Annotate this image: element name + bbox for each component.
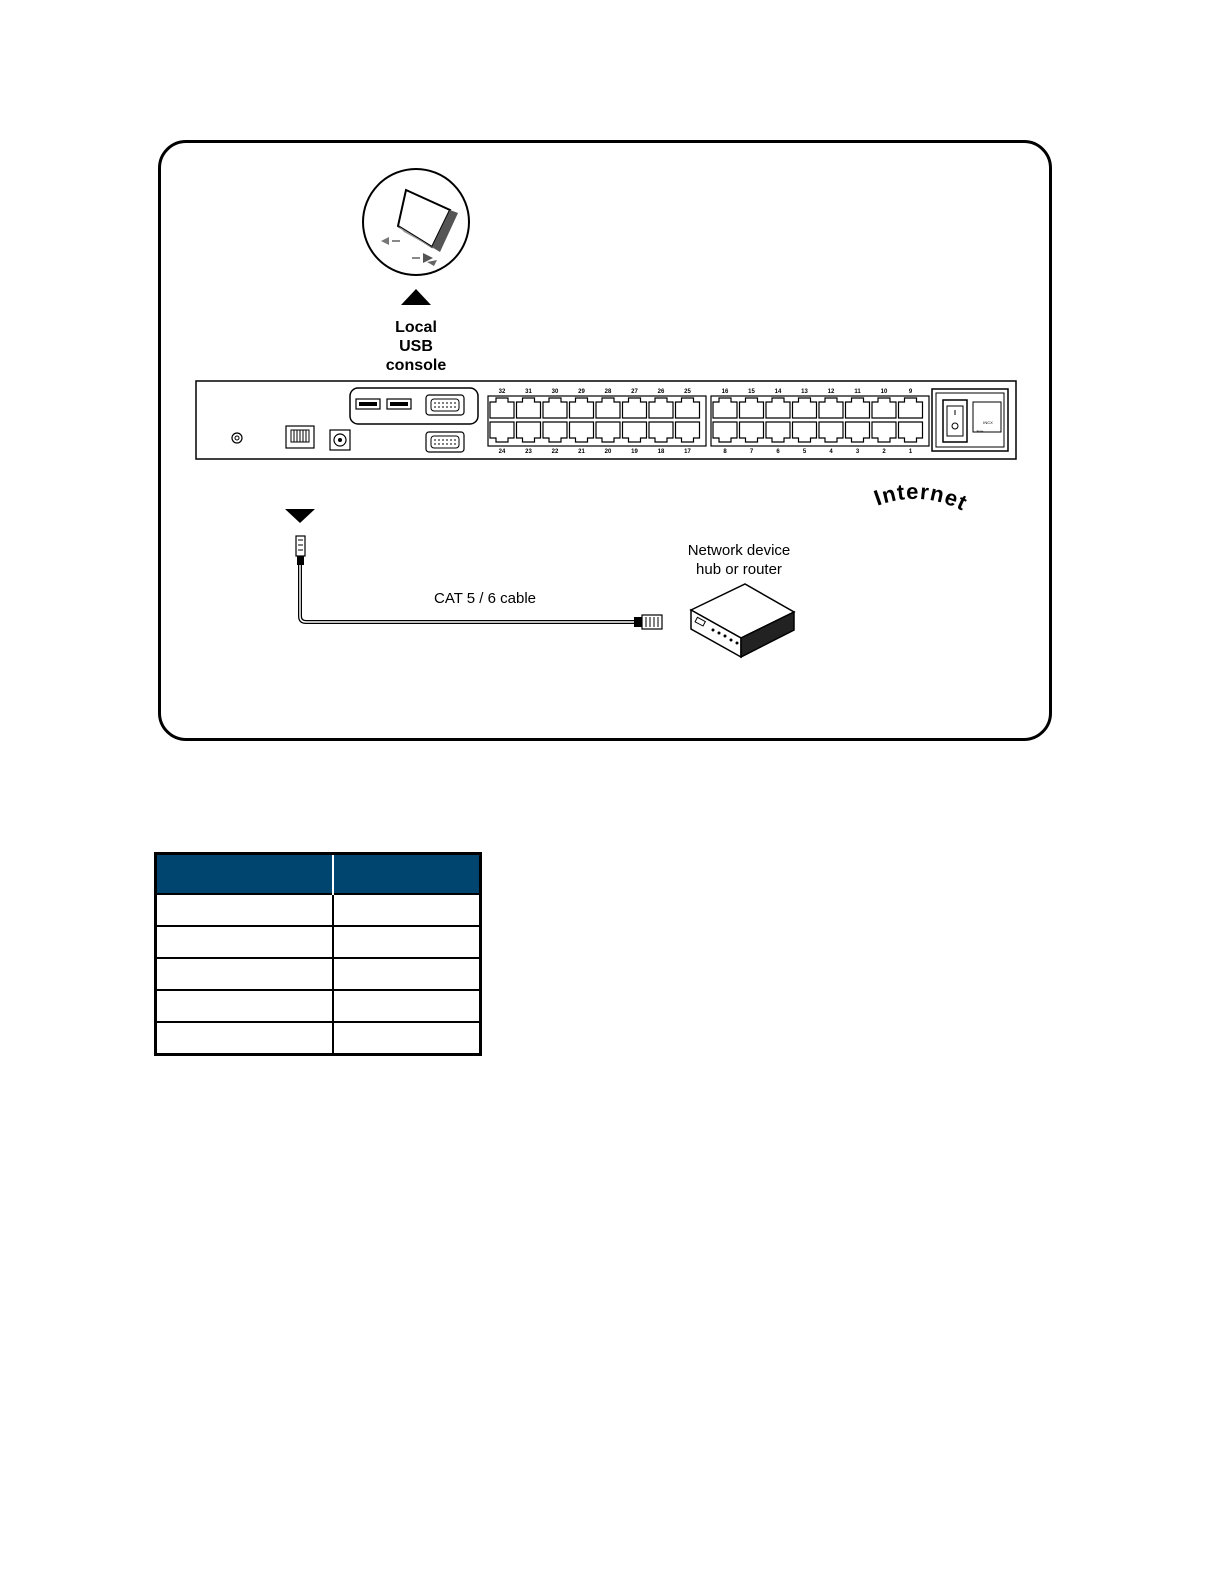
cable-label: CAT 5 / 6 cable (434, 590, 536, 607)
port-number-label: 11 (854, 389, 861, 395)
port-number-label: 30 (551, 389, 559, 395)
table-cell (333, 1022, 481, 1055)
port-number-label: 26 (657, 389, 665, 395)
console-label-line: console (385, 357, 447, 374)
port-number-label: 13 (801, 389, 808, 395)
port-number-label: 3 (855, 449, 860, 455)
port-number-label: 19 (631, 449, 638, 455)
port-number-label: 21 (578, 449, 585, 455)
table-header-row (156, 854, 481, 895)
table-header-cell (156, 854, 334, 895)
data-table (154, 852, 482, 1056)
port-number-label: 4 (829, 449, 833, 455)
table-row (156, 1022, 481, 1055)
port-number-label: 31 (525, 389, 532, 395)
port-number-label: 1 (908, 449, 913, 455)
table-header-cell (333, 854, 481, 895)
port-number-label: 22 (551, 449, 559, 455)
power-label-1: INCX (983, 420, 993, 425)
port-number-label: 25 (684, 389, 691, 395)
port-number-label: 16 (721, 389, 729, 395)
table-row (156, 958, 481, 990)
table-cell (156, 894, 334, 926)
vga-port-icon (426, 395, 464, 415)
table-row (156, 990, 481, 1022)
port-number-label: 18 (657, 449, 665, 455)
port-number-label: 17 (684, 449, 691, 455)
internet-label: Internet (870, 478, 972, 516)
port-number-label: 29 (578, 389, 585, 395)
table-row (156, 894, 481, 926)
port-number-label: 7 (749, 449, 754, 455)
arrow-up-icon (401, 289, 431, 305)
vga-port-icon (426, 432, 464, 452)
port-number-label: 10 (880, 389, 888, 395)
port-number-label: 14 (774, 389, 782, 395)
port-number-label: 2 (882, 449, 886, 455)
lan-port-icon (286, 426, 314, 448)
port-number-label: 12 (827, 389, 835, 395)
port-number-label: 5 (802, 449, 807, 455)
arrow-down-icon (285, 509, 315, 523)
table-cell (156, 1022, 334, 1055)
table-cell (333, 894, 481, 926)
console-ports-group (350, 388, 478, 424)
port-number-label: 8 (723, 449, 727, 455)
port-number-label: 27 (631, 389, 638, 395)
rj45-plug-icon (634, 615, 662, 629)
port-number-label: 9 (908, 389, 913, 395)
table-cell (156, 990, 334, 1022)
port-number-label: 15 (748, 389, 755, 395)
network-hub-icon (691, 584, 794, 657)
table-row (156, 926, 481, 958)
port-number-label: 28 (604, 389, 612, 395)
rj45-plug-icon (296, 536, 305, 565)
network-device-label (656, 541, 822, 579)
table-cell (333, 958, 481, 990)
dc-power-jack-icon (330, 430, 350, 450)
device-label-line: hub or router (696, 561, 782, 578)
port-number-label: 23 (525, 449, 532, 455)
port-number-label: 24 (498, 449, 506, 455)
power-label-2: Fuse (976, 429, 984, 433)
ac-inlet-icon (973, 402, 1001, 432)
table-cell (333, 990, 481, 1022)
port-number-label: 32 (498, 389, 506, 395)
console-icon (363, 169, 469, 275)
console-label-line: USB (399, 338, 433, 355)
table-cell (156, 926, 334, 958)
power-module (932, 389, 1008, 451)
port-number-label: 6 (776, 449, 780, 455)
console-label-line: Local (395, 319, 437, 336)
table-cell (333, 926, 481, 958)
table-cell (156, 958, 334, 990)
console-label (360, 318, 472, 375)
port-number-label: 20 (604, 449, 612, 455)
device-label-line: Network device (687, 542, 791, 559)
